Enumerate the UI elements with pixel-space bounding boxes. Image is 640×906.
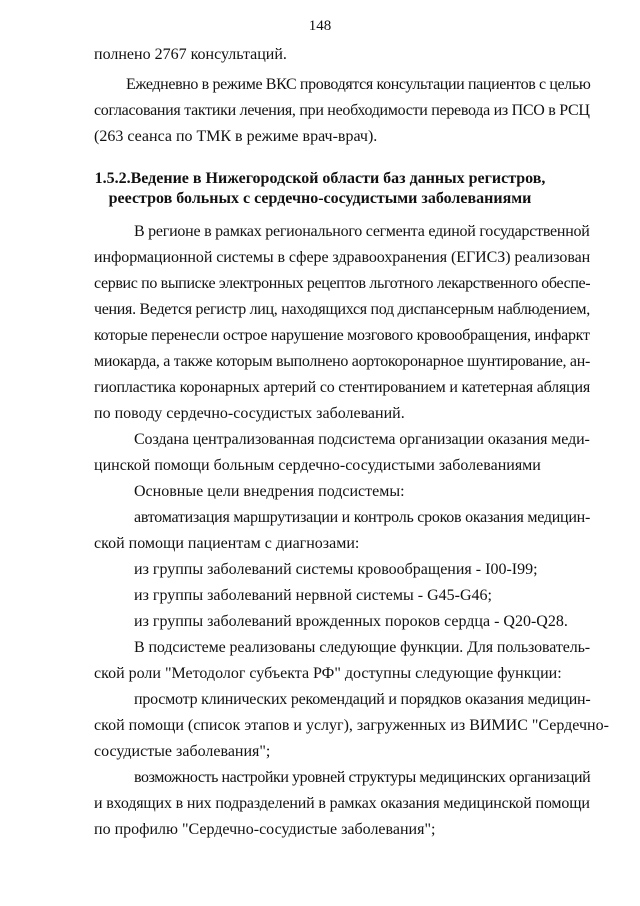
text-line-28: по профилю "Сердечно-сосудистые заболевания"; bbox=[94, 821, 436, 838]
text-line-24: ской помощи (список этапов и услуг), загруженных из ВИМИС "Сердечно- bbox=[94, 717, 609, 734]
text-line-19: из группы заболеваний нервной системы - G45-G46; bbox=[134, 587, 492, 604]
text-line-13: Создана централизованная подсистема организации оказания меди- bbox=[134, 431, 590, 448]
section-heading-line-1: 1.5.2.Ведение в Нижегородской области баз данных регистров, bbox=[94, 170, 546, 187]
text-line-7: сервис по выписке электронных рецептов льготного лекарственного обеспе- bbox=[94, 275, 591, 292]
text-line-26: возможность настройки уровней структуры медицинских организаций bbox=[134, 769, 591, 786]
text-line-25: сосудистые заболевания"; bbox=[94, 743, 271, 760]
text-line-15: Основные цели внедрения подсистемы: bbox=[134, 483, 405, 500]
text-line-5: В регионе в рамках регионального сегмента единой государственной bbox=[134, 223, 590, 240]
text-line-27: и входящих в них подразделений в рамках оказания медицинской помощи bbox=[94, 795, 590, 812]
text-line-23: просмотр клинических рекомендаций и порядков оказания медицин- bbox=[134, 691, 591, 708]
section-heading-line-2: реестров больных с сердечно-сосудистыми заболеваниями bbox=[108, 190, 532, 207]
text-line-4: (263 сеанса по ТМК в режиме врач-врач). bbox=[94, 128, 378, 145]
page-number: 148 bbox=[308, 18, 332, 34]
text-line-10: миокарда, а также которым выполнено аортокоронарное шунтирование, ан- bbox=[94, 353, 590, 370]
text-line-1: полнено 2767 консультаций. bbox=[94, 46, 287, 63]
text-line-11: гиопластика коронарных артерий со стентированием и катетерная абляция bbox=[94, 379, 590, 396]
text-line-17: ской помощи пациентам с диагнозами: bbox=[94, 535, 360, 552]
text-line-6: информационной системы в сфере здравоохранения (ЕГИСЗ) реализован bbox=[94, 249, 591, 266]
text-line-21: В подсистеме реализованы следующие функции. Для пользователь- bbox=[134, 639, 590, 656]
text-line-20: из группы заболеваний врожденных пороков сердца - Q20-Q28. bbox=[134, 613, 568, 630]
text-line-18: из группы заболеваний системы кровообращения - I00-I99; bbox=[134, 561, 538, 578]
text-line-9: которые перенесли острое нарушение мозгового кровообращения, инфаркт bbox=[94, 327, 590, 344]
text-line-12: по поводу сердечно-сосудистых заболеваний. bbox=[94, 405, 405, 422]
text-line-14: цинской помощи больным сердечно-сосудистыми заболеваниями bbox=[94, 457, 541, 474]
text-line-8: чения. Ведется регистр лиц, находящихся под диспансерным наблюдением, bbox=[94, 301, 590, 318]
text-line-3: согласования тактики лечения, при необходимости перевода из ПСО в РСЦ bbox=[94, 102, 590, 119]
text-line-16: автоматизация маршрутизации и контроль сроков оказания медицин- bbox=[134, 509, 591, 526]
text-line-2: Ежедневно в режиме ВКС проводятся консультации пациентов с целью bbox=[126, 76, 591, 93]
text-line-22: ской роли "Методолог субъекта РФ" доступны следующие функции: bbox=[94, 665, 562, 682]
